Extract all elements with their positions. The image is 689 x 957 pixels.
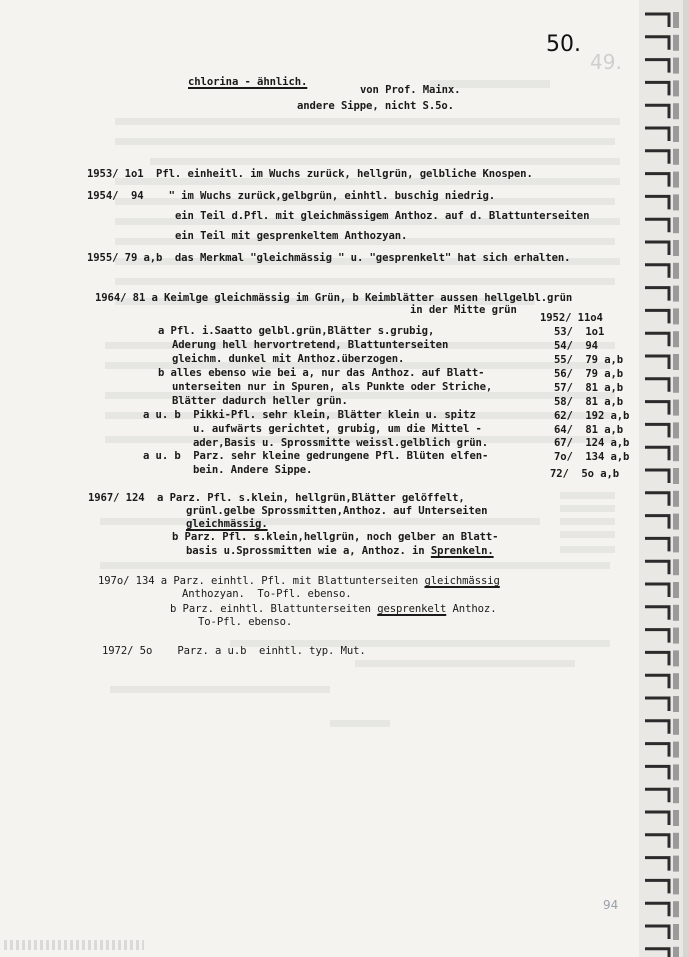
entry-1964-c-line2: u. aufwärts gerichtet, grubig, um die Mittel -: [193, 423, 482, 435]
reference-56: 56/ 79 a,b: [554, 368, 624, 380]
entry-1970-b-text: b Parz. einhtl. Blattunterseiten: [170, 603, 378, 615]
entry-1964-c-line1: a u. b Pikki-Pfl. sehr klein, Blätter klein u. spitz: [143, 409, 476, 421]
entry-1970-b-underlined: gesprenkelt: [377, 603, 447, 615]
binding-ring-shadow: [673, 149, 679, 165]
entry-1964-c-line3: ader,Basis u. Sprossmitte weissl.gelblich grün.: [193, 437, 489, 449]
entry-1967-b-line1: b Parz. Pfl. s.klein,hellgrün, noch gelber an Blatt-: [172, 531, 499, 543]
entry-1964-a-line1: a Pfl. i.Saatto gelbl.grün,Blätter s.grubig,: [158, 325, 435, 337]
entry-1964-b-line1: b alles ebenso wie bei a, nur das Anthoz. auf Blatt-: [158, 367, 485, 379]
binding-ring-shadow: [673, 559, 679, 575]
reference-55: 55/ 79 a,b: [554, 354, 624, 366]
reference-67: 67/ 124 a,b: [554, 437, 630, 449]
binding-ring-shadow: [673, 947, 679, 957]
entry-1954-line3: ein Teil mit gesprenkeltem Anthozyan.: [175, 230, 408, 242]
entry-1970-b-text-end: Anthoz.: [446, 603, 497, 615]
entry-1967-b-text: basis u.Sprossmitten wie a, Anthoz. in: [186, 545, 431, 557]
entry-1953: 1953/ 1o1 Pfl. einheitl. im Wuchs zurück, hellgrün, gelbliche Knospen.: [87, 168, 533, 180]
reference-72: 72/ 5o a,b: [550, 468, 620, 480]
reference-58: 58/ 81 a,b: [554, 396, 624, 408]
entry-1970-underlined: gleichmässig: [424, 575, 500, 587]
binding-ring-shadow: [673, 194, 679, 210]
binding-ring-shadow: [673, 286, 679, 302]
entry-1967: 1967/ 124 a Parz. Pfl. s.klein, hellgrün,Blätter gelöffelt,: [88, 492, 465, 504]
bottom-edge-marks: [4, 940, 144, 950]
binding-ring-shadow: [673, 103, 679, 119]
entry-1967-line3: gleichmässig.: [186, 518, 268, 530]
entry-1964-d-line1: a u. b Parz. sehr kleine gedrungene Pfl. Blüten elfen-: [143, 450, 489, 462]
entry-1967-b-underlined: Sprenkeln.: [430, 545, 494, 557]
binding-ring-shadow: [673, 80, 679, 96]
entry-1954-line2: ein Teil d.Pfl. mit gleichmässigem Anthoz. auf d. Blattunterseiten: [175, 210, 590, 222]
binding-ring-shadow: [673, 377, 679, 393]
binding-ring-shadow: [673, 263, 679, 279]
binding-ring-shadow: [673, 787, 679, 803]
entry-1970-text: 197o/ 134 a Parz. einhtl. Pfl. mit Blattunterseiten: [98, 575, 425, 587]
binding-ring-shadow: [673, 833, 679, 849]
binding-ring-shadow: [673, 400, 679, 416]
entry-1964-b-line3: Blätter dadurch heller grün.: [172, 395, 348, 407]
reference-64: 64/ 81 a,b: [554, 424, 624, 436]
reference-column-head: 1952/ 11o4: [540, 312, 603, 324]
binding-ring-shadow: [673, 536, 679, 552]
entry-1964-a-line2: Aderung hell hervortretend, Blattunterseiten: [172, 339, 449, 351]
reference-57: 57/ 81 a,b: [554, 382, 624, 394]
entry-1964-line2: in der Mitte grün: [410, 304, 517, 316]
binding-ring-shadow: [673, 172, 679, 188]
binding-ring-shadow: [673, 650, 679, 666]
entry-1967-line2: grünl.gelbe Sprossmitten,Anthoz. auf Unterseiten: [186, 505, 488, 517]
binding-ring-shadow: [673, 628, 679, 644]
binding-ring-shadow: [673, 901, 679, 917]
binding-ring-shadow: [673, 445, 679, 461]
entry-1970-b-line1: [170, 603, 496, 615]
binding-ring-shadow: [673, 308, 679, 324]
header-author: von Prof. Mainx.: [360, 84, 461, 96]
entry-1964-d-line2: bein. Andere Sippe.: [193, 464, 313, 476]
binding-ring-shadow: [673, 582, 679, 598]
binding-ring-shadow: [673, 126, 679, 142]
binding-ring-shadow: [673, 924, 679, 940]
entry-1964-b-line2: unterseiten nur in Spuren, als Punkte oder Striche,: [172, 381, 493, 393]
binding-ring-shadow: [673, 764, 679, 780]
binding-ring-shadow: [673, 742, 679, 758]
binding-ring-shadow: [673, 354, 679, 370]
entry-1967-b-line2: [186, 545, 494, 557]
binding-ring-shadow: [673, 491, 679, 507]
binding-ring-shadow: [673, 856, 679, 872]
binding-ring-shadow: [673, 810, 679, 826]
reference-54: 54/ 94: [554, 340, 598, 352]
binding-ring-shadow: [673, 12, 679, 28]
binding-ring-shadow: [673, 878, 679, 894]
faint-page-number: 49.: [590, 50, 622, 74]
entry-1970-b-line2: To-Pfl. ebenso.: [198, 616, 293, 628]
page-number: 50.: [546, 32, 581, 57]
entry-1970-line1: [98, 575, 500, 587]
entry-1970-line2: Anthozyan. To-Pfl. ebenso.: [182, 588, 352, 600]
corner-pencil-note: 94: [603, 898, 619, 912]
binding-ring-shadow: [673, 58, 679, 74]
binding-ring-shadow: [673, 468, 679, 484]
entry-1964-a-line3: gleichm. dunkel mit Anthoz.überzogen.: [172, 353, 405, 365]
binding-ring-shadow: [673, 240, 679, 256]
entry-1954: 1954/ 94 " im Wuchs zurück,gelbgrün, einhtl. buschig niedrig.: [87, 190, 496, 202]
binding-ring-shadow: [673, 696, 679, 712]
header-subtitle: andere Sippe, nicht S.5o.: [297, 100, 454, 112]
binding-ring-shadow: [673, 331, 679, 347]
reference-70: 7o/ 134 a,b: [554, 451, 630, 463]
reference-53: 53/ 1o1: [554, 326, 605, 338]
binding-ring-shadow: [673, 514, 679, 530]
entry-1972: 1972/ 5o Parz. a u.b einhtl. typ. Mut.: [102, 645, 366, 657]
binding-ring-shadow: [673, 422, 679, 438]
reference-62: 62/ 192 a,b: [554, 410, 630, 422]
spiral-binding: [639, 0, 689, 957]
binding-ring-shadow: [673, 217, 679, 233]
header-title: chlorina - ähnlich.: [188, 76, 308, 88]
binding-ring-shadow: [673, 719, 679, 735]
binding-ring-shadow: [673, 35, 679, 51]
entry-1964: 1964/ 81 a Keimlge gleichmässig im Grün, b Keimblätter aussen hellgelbl.grün: [95, 292, 573, 304]
entry-1955: 1955/ 79 a,b das Merkmal "gleichmässig " u. "gesprenkelt" hat sich erhalten.: [87, 252, 571, 264]
binding-ring-shadow: [673, 605, 679, 621]
binding-ring-shadow: [673, 673, 679, 689]
